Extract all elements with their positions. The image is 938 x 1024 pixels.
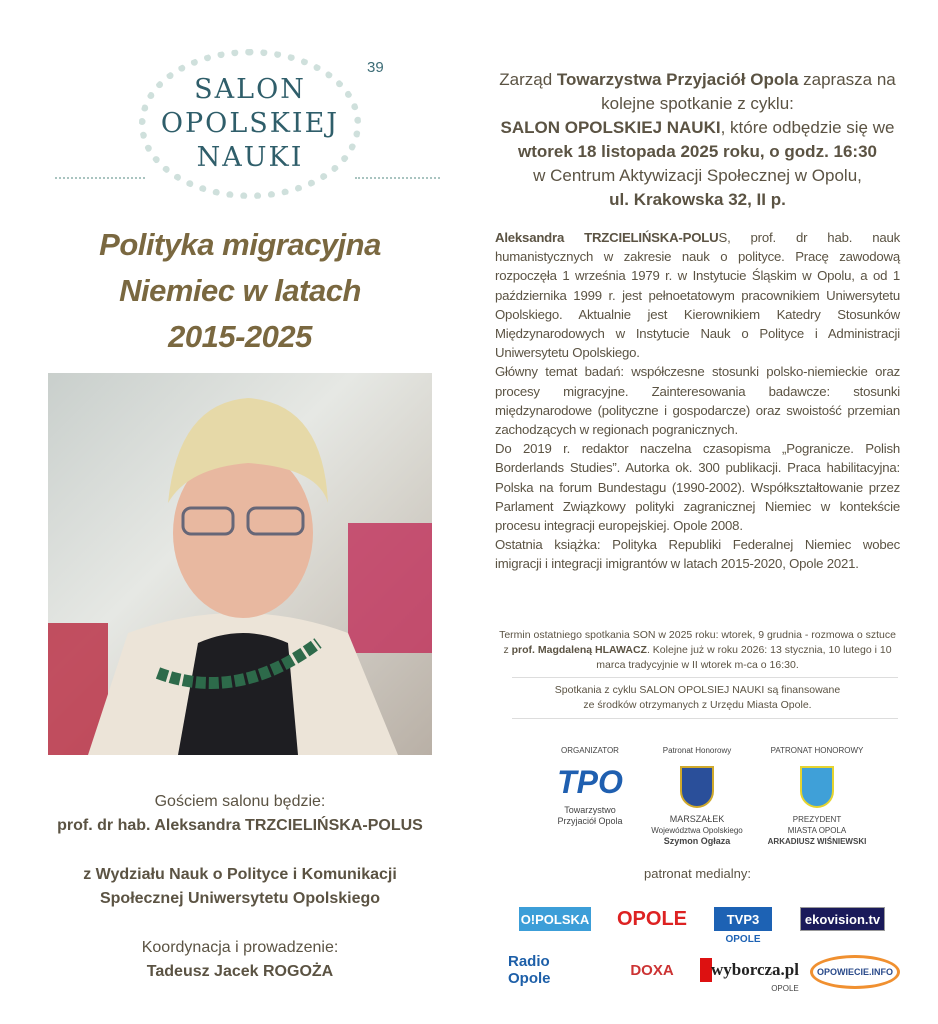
salon-logo: [55, 45, 440, 205]
media-logo-wyborcza[interactable]: wyborcza.pl: [700, 958, 795, 982]
patron-line: Przyjaciół Opola: [557, 816, 623, 826]
portrait-illustration: [48, 373, 432, 755]
coordinator-name: Tadeusz Jacek ROGOŻA: [146, 963, 334, 980]
next-meetings-note: [495, 628, 900, 673]
media-logo-opolska[interactable]: O!POLSKA: [519, 907, 591, 931]
logo-line: NAUKI: [196, 142, 304, 173]
media-logo-ekovision[interactable]: ekovision.tv: [800, 907, 885, 931]
invite-text: zaprasza na: [798, 70, 896, 89]
guest-intro: Gościem salonu będzie:: [154, 793, 326, 810]
media-logo-opowiecie[interactable]: OPOWIECIE.INFO: [810, 955, 900, 989]
voivodeship-crest-icon: [680, 766, 714, 808]
divider: [512, 677, 898, 678]
invitation: [490, 68, 905, 212]
guest-bio: [495, 228, 900, 574]
title-line: 2015-2025: [168, 319, 312, 354]
patron-name: Szymon Ogłaza: [663, 836, 731, 846]
media-logo-wyborcza-opole: OPOLE: [771, 983, 799, 993]
organizer-name: Towarzystwa Przyjaciół Opola: [556, 70, 799, 89]
next-guest: prof. Magdaleną HLAWACZ: [511, 644, 647, 656]
invite-text: kolejne spotkanie z cyklu:: [601, 94, 794, 113]
patron-line: PREZYDENT: [792, 815, 842, 824]
invite-text: Zarząd: [499, 70, 557, 89]
guest-faculty: z Wydziału Nauk o Polityce i Komunikacji: [83, 866, 397, 883]
patron-label: ORGANIZATOR: [561, 746, 619, 755]
patron-line: Towarzystwo: [564, 805, 616, 815]
bio-paragraph: Ostatnia książka: Polityka Republiki Federalnej Niemiec wobec imigracji i integracji imigrantów w latach 2015-2020, Opole 2021.: [495, 537, 900, 572]
issue-number: 39: [367, 59, 384, 76]
patron-label: Patronat Honorowy: [662, 746, 732, 755]
logo-line: SALON: [194, 74, 306, 105]
logo-line: OPOLSKIEJ: [160, 108, 340, 139]
bio-paragraph: S, prof. dr hab. nauk humanistycznych w zakresie nauk o polityce. Pracę zawodową rozpoczęła 1 września 1979 r. w Instytucie Śląskim w Opolu, a od 1 października 1999 r. jest pełnoetatowym pracownikiem Uniwersytetu Opolskiego. Aktualnie jest Kierownikiem Katedry Stosunków Międzynarodowych w Instytucie Nauk o Polityce i Administracji Uniwersytetu Opolskiego.: [495, 230, 900, 361]
media-logo-tvp3-opole: OPOLE: [725, 933, 761, 945]
media-logo-opole[interactable]: OPOLE: [617, 907, 688, 930]
funding-line: Spotkania z cyklu SALON OPOLSIEJ NAUKI są finansowane: [554, 684, 841, 696]
tpo-logo: TPO: [557, 764, 623, 800]
guest-photo: [48, 373, 432, 755]
note-text: . Kolejne już w roku 2026: 13 stycznia, 10 lutego i 10 marca tradycyjnie w II wtorek m-ca o 16:30.: [596, 644, 892, 671]
bio-name: Aleksandra TRZCIELIŃSKA-POLU: [495, 230, 719, 245]
divider: [55, 177, 145, 179]
divider: [512, 718, 898, 719]
patron-name: ARKADIUSZ WIŚNIEWSKI: [767, 837, 867, 846]
organizer-patron: [535, 745, 645, 827]
note-text: Termin ostatniego spotkania SON w 2025 roku: wtorek, 9 grudnia - rozmowa o sztuce z: [499, 629, 896, 656]
event-date: wtorek 18 listopada 2025 roku, o godz. 16:30: [517, 142, 877, 161]
title-line: Niemiec w latach: [119, 273, 361, 308]
invite-text: , które odbędzie się we: [720, 118, 895, 137]
guest-name: prof. dr hab. Aleksandra TRZCIELIŃSKA-POLUS: [57, 817, 423, 834]
bio-paragraph: Główny temat badań: współczesne stosunki polsko-niemieckie oraz procesy migracyjne. Zainteresowania badawcze: stosunki międzynarodowe (polityczne i gospodarcze) oraz swoistość przemian zachodzących w regionach pogranicznych.: [495, 364, 900, 438]
series-name: SALON OPOLSKIEJ NAUKI: [500, 118, 721, 137]
mayor-patron: [762, 745, 872, 847]
event-venue: w Centrum Aktywizacji Społecznej w Opolu,: [533, 166, 862, 185]
funding-line: ze środków otrzymanych z Urzędu Miasta Opole.: [583, 699, 812, 711]
media-logo-tvp3[interactable]: TVP3: [714, 907, 772, 931]
guest-faculty: Społecznej Uniwersytetu Opolskiego: [99, 890, 381, 907]
bio-paragraph: Do 2019 r. redaktor naczelna czasopisma „Pogranicze. Polish Borderlands Studies”. Autorka ok. 300 publikacji. Praca habilitacyjna: Polska na forum Bundestagu (1990-2002). Współkształtowanie przez Parlament Związkowy polityki zagranicznej Niemiec w kontekście procesu integracji europejskiej. Opole 2008.: [495, 441, 900, 534]
patron-line: MARSZAŁEK: [669, 814, 725, 824]
patron-line: MIASTA OPOLA: [787, 826, 847, 835]
city-crest-icon: [800, 766, 834, 808]
patron-label: PATRONAT HONOROWY: [770, 746, 864, 755]
marshal-patron: [642, 745, 752, 847]
media-patronage-label: patronat medialny:: [644, 866, 751, 881]
event-address: ul. Krakowska 32, II p.: [609, 190, 786, 209]
title-line: Polityka migracyjna: [99, 227, 381, 262]
lecture-title: [48, 222, 432, 360]
funding-note: [495, 683, 900, 713]
media-logo-doxa[interactable]: DOXA: [630, 961, 674, 979]
patron-line: Województwa Opolskiego: [651, 826, 743, 835]
divider: [355, 177, 440, 179]
coordination-label: Koordynacja i prowadzenie:: [141, 939, 339, 956]
media-logo-radio-opole[interactable]: Radio Opole: [508, 953, 551, 987]
